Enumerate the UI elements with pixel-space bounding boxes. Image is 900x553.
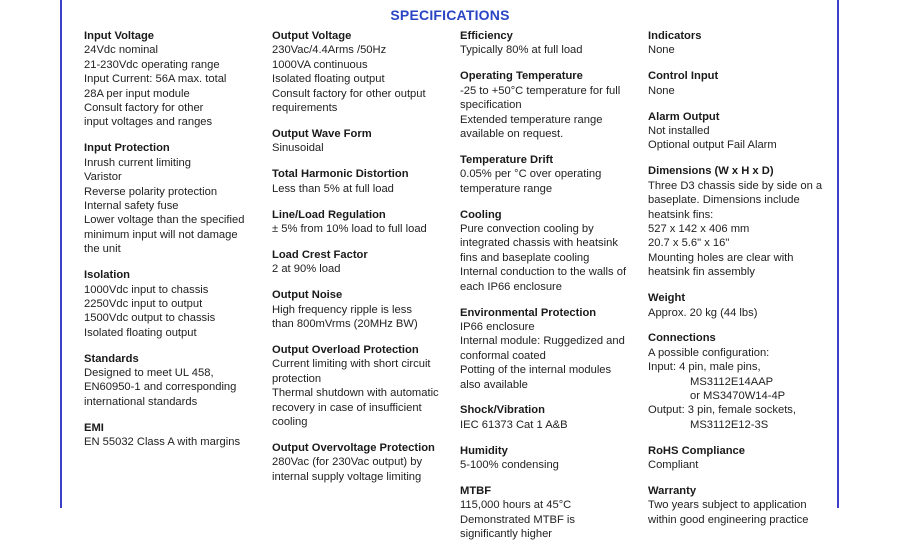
spec-line: EN60950-1 and corresponding: [84, 381, 237, 394]
spec-heading: Cooling: [460, 208, 502, 221]
spec-line: None: [648, 84, 675, 97]
spec-line: Internal conduction to the walls of: [460, 266, 627, 279]
spec-section-total-harmonic-distortion: [272, 167, 452, 196]
spec-section-temperature-drift: [460, 153, 642, 196]
spec-section-cooling: [460, 208, 642, 294]
spec-section-weight: [648, 291, 833, 320]
spec-line: each IP66 enclosure: [460, 280, 562, 293]
spec-heading: Efficiency: [460, 30, 513, 42]
spec-line: 28A per input module: [84, 87, 190, 100]
spec-line: ± 5% from 10% load to full load: [272, 222, 427, 235]
spec-heading: Input Voltage: [84, 30, 155, 42]
spec-line: 5-100% condensing: [460, 459, 559, 472]
spec-line: integrated chassis with heatsink: [460, 237, 618, 250]
spec-line: 20.7 x 5.6" x 16": [648, 237, 730, 250]
spec-line: within good engineering practice: [648, 513, 809, 526]
spec-line: -25 to +50°C temperature for full: [460, 84, 621, 97]
spec-heading: Environmental Protection: [460, 306, 597, 319]
spec-line: 115,000 hours at 45°C: [460, 499, 572, 512]
spec-heading: Input Protection: [84, 142, 170, 155]
spec-heading: Line/Load Regulation: [272, 208, 386, 221]
spec-line: Consult factory for other output: [272, 87, 426, 100]
spec-section-line-load-regulation: [272, 208, 452, 237]
spec-line: 2 at 90% load: [272, 263, 341, 276]
spec-section-dimensions-w-x-h-x-d: [648, 164, 833, 279]
spec-line: IEC 61373 Cat 1 A&B: [460, 418, 568, 431]
spec-line: A possible configuration:: [648, 346, 770, 359]
spec-line: 1000Vdc input to chassis: [84, 283, 209, 296]
spec-section-output-noise: [272, 288, 452, 331]
spec-section-isolation: [84, 268, 264, 340]
spec-column-3: [460, 29, 642, 553]
spec-section-output-voltage: [272, 29, 452, 115]
spec-line: Input Current: 56A max. total: [84, 73, 227, 86]
spec-line: Optional output Fail Alarm: [648, 139, 777, 152]
spec-line: Two years subject to application: [648, 499, 807, 512]
spec-heading: RoHS Compliance: [648, 444, 745, 457]
spec-line: baseplate. Dimensions include: [648, 194, 800, 207]
spec-line: temperature range: [460, 182, 553, 195]
spec-line: Consult factory for other: [84, 102, 204, 115]
spec-heading: Warranty: [648, 485, 697, 498]
spec-column-4: [648, 29, 833, 539]
spec-section-environmental-protection: [460, 306, 642, 392]
spec-line: internal supply voltage limiting: [272, 470, 422, 483]
spec-line: Reverse polarity protection: [84, 185, 218, 198]
spec-line: also available: [460, 378, 528, 391]
spec-line: minimum input will not damage: [84, 228, 238, 241]
spec-line: 527 x 142 x 406 mm: [648, 222, 750, 235]
spec-section-operating-temperature: [460, 69, 642, 141]
spec-heading: Total Harmonic Distortion: [272, 168, 409, 181]
spec-section-alarm-output: [648, 110, 833, 153]
spec-heading: Weight: [648, 292, 686, 305]
spec-section-indicators: [648, 29, 833, 58]
spec-heading: Output Wave Form: [272, 127, 372, 140]
spec-line: Current limiting with short circuit: [272, 358, 431, 371]
spec-section-standards: [84, 352, 264, 410]
page-border-right: [837, 0, 839, 508]
spec-heading: Dimensions (W x H x D): [648, 165, 774, 178]
spec-line: Compliant: [648, 459, 699, 472]
spec-heading: Shock/Vibration: [460, 404, 545, 417]
spec-line: Isolated floating output: [84, 326, 197, 339]
spec-line: 230Vac/4.4Arms /50Hz: [272, 44, 387, 57]
spec-line: Internal safety fuse: [84, 199, 179, 212]
spec-line: significantly higher: [460, 528, 553, 541]
spec-line: recovery in case of insufficient: [272, 401, 422, 414]
spec-column-2: [272, 29, 452, 496]
spec-section-efficiency: [460, 29, 642, 58]
spec-line: Typically 80% at full load: [460, 44, 583, 57]
spec-line: requirements: [272, 102, 338, 115]
spec-line: Sinusoidal: [272, 142, 324, 155]
spec-section-rohs-compliance: [648, 444, 833, 473]
spec-line: Less than 5% at full load: [272, 182, 394, 195]
spec-line: Extended temperature range: [460, 113, 603, 126]
spec-section-control-input: [648, 69, 833, 98]
spec-heading: Output Noise: [272, 289, 343, 302]
spec-section-humidity: [460, 444, 642, 473]
spec-line: Isolated floating output: [272, 73, 385, 86]
spec-line: Not installed: [648, 125, 710, 138]
spec-line: Three D3 chassis side by side on a: [648, 179, 823, 192]
spec-line: Input: 4 pin, male pins,: [648, 361, 761, 374]
spec-line: 1000VA continuous: [272, 58, 368, 71]
spec-line: input voltages and ranges: [84, 116, 213, 129]
spec-heading: Operating Temperature: [460, 70, 583, 83]
spec-heading: Humidity: [460, 444, 508, 457]
spec-line: international standards: [84, 395, 198, 408]
spec-heading: MTBF: [460, 485, 492, 498]
spec-heading: Output Overvoltage Protection: [272, 441, 435, 454]
spec-line: or MS3470W14-4P: [690, 390, 786, 403]
spec-column-1: [84, 29, 264, 461]
spec-line: protection: [272, 372, 322, 385]
spec-heading: Output Overload Protection: [272, 343, 419, 356]
spec-heading: Standards: [84, 352, 139, 365]
spec-section-emi: [84, 421, 264, 450]
spec-line: specification: [460, 99, 522, 112]
spec-line: Approx. 20 kg (44 lbs): [648, 306, 758, 319]
spec-line: 0.05% per °C over operating: [460, 168, 602, 181]
spec-heading: Output Voltage: [272, 30, 352, 42]
spec-line: heatsink fins:: [648, 208, 714, 221]
spec-heading: Indicators: [648, 30, 702, 42]
spec-line: MS3112E12-3S: [690, 418, 769, 431]
spec-line: Pure convection cooling by: [460, 222, 594, 235]
spec-line: cooling: [272, 415, 308, 428]
spec-heading: Temperature Drift: [460, 153, 554, 166]
page-border-left: [60, 0, 62, 508]
spec-line: 24Vdc nominal: [84, 44, 159, 57]
spec-heading: Isolation: [84, 269, 130, 282]
spec-heading: Load Crest Factor: [272, 248, 368, 261]
spec-line: conformal coated: [460, 349, 546, 362]
spec-line: fins and baseplate cooling: [460, 251, 590, 264]
spec-line: IP66 enclosure: [460, 320, 535, 333]
spec-line: than 800mVrms (20MHz BW): [272, 318, 418, 330]
spec-line: Designed to meet UL 458,: [84, 367, 214, 380]
page-title: SPECIFICATIONS: [390, 7, 510, 23]
spec-section-output-overvoltage-protection: [272, 441, 452, 484]
spec-line: EN 55032 Class A with margins: [84, 436, 241, 449]
spec-line: Varistor: [84, 171, 122, 184]
spec-line: 2250Vdc input to output: [84, 297, 203, 310]
spec-line: Potting of the internal modules: [460, 364, 612, 377]
spec-section-load-crest-factor: [272, 248, 452, 277]
spec-line: 280Vac (for 230Vac output) by: [272, 456, 423, 469]
spec-line: available on request.: [460, 127, 564, 140]
spec-heading: Control Input: [648, 70, 719, 83]
spec-section-output-overload-protection: [272, 343, 452, 429]
spec-section-output-wave-form: [272, 127, 452, 156]
spec-line: heatsink fin assembly: [648, 266, 755, 279]
spec-line: 21-230Vdc operating range: [84, 58, 220, 71]
spec-line: Mounting holes are clear with: [648, 251, 794, 264]
spec-section-warranty: [648, 484, 833, 527]
spec-section-connections: [648, 331, 833, 432]
spec-line: the unit: [84, 243, 121, 256]
spec-section-input-voltage: [84, 29, 264, 130]
spec-line: High frequency ripple is less: [272, 303, 412, 316]
spec-line: None: [648, 44, 675, 57]
spec-line: 1500Vdc output to chassis: [84, 312, 216, 325]
spec-section-input-protection: [84, 141, 264, 256]
spec-heading: Alarm Output: [648, 110, 720, 123]
spec-line: Lower voltage than the specified: [84, 214, 245, 227]
spec-heading: Connections: [648, 332, 716, 345]
spec-line: Inrush current limiting: [84, 156, 191, 169]
spec-section-shock-vibration: [460, 403, 642, 432]
spec-heading: EMI: [84, 421, 104, 434]
spec-line: MS3112E14AAP: [690, 375, 774, 388]
spec-line: Thermal shutdown with automatic: [272, 387, 439, 400]
spec-line: Demonstrated MTBF is: [460, 513, 576, 526]
spec-section-mtbf: [460, 484, 642, 542]
spec-line: Internal module: Ruggedized and: [460, 335, 625, 348]
spec-line: Output: 3 pin, female sockets,: [648, 404, 796, 417]
